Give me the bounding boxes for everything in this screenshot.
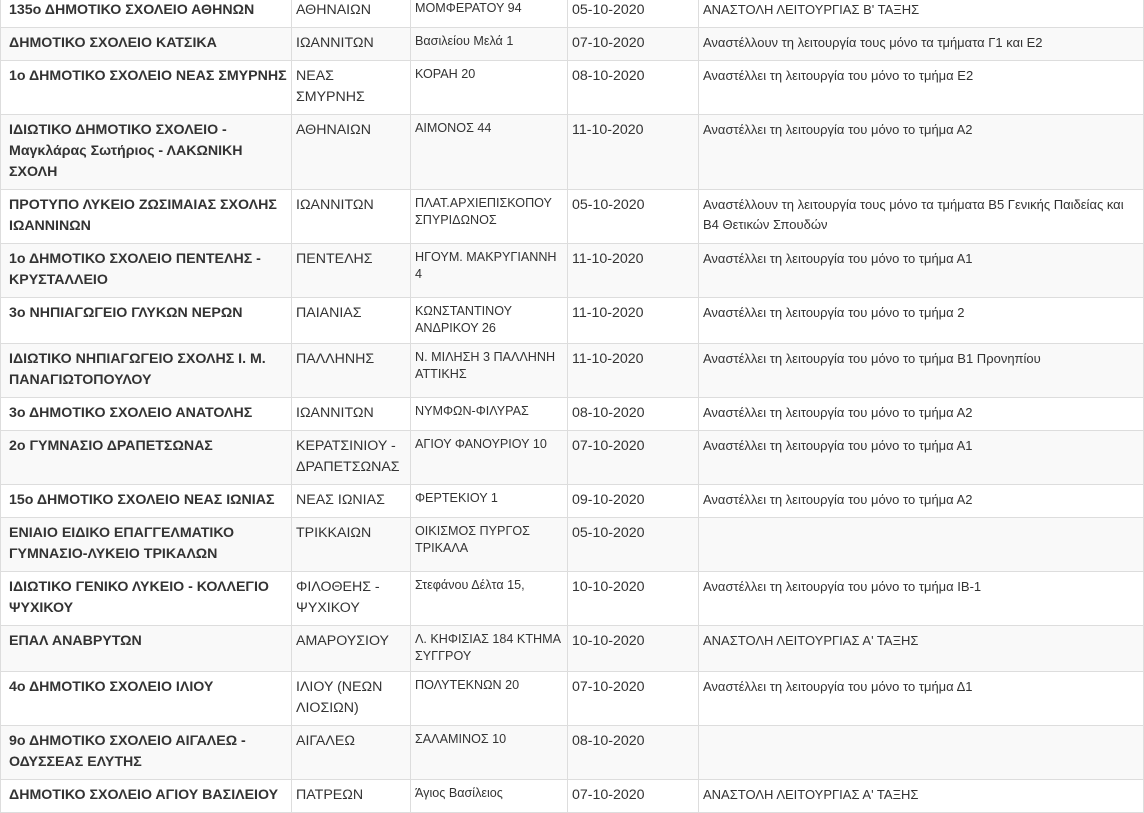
address: ΑΓΙΟΥ ΦΑΝΟΥΡΙΟΥ 10 (411, 431, 568, 485)
closure-date: 10-10-2020 (568, 572, 699, 626)
closure-date: 07-10-2020 (568, 431, 699, 485)
closure-date: 07-10-2020 (568, 780, 699, 813)
table-row (1, 61, 1144, 115)
table-row (1, 28, 1144, 61)
closure-note (699, 726, 1144, 780)
address: ΦΕΡΤΕΚΙΟΥ 1 (411, 485, 568, 518)
address: Στεφάνου Δέλτα 15, (411, 572, 568, 626)
municipality: ΠΑΙΑΝΙΑΣ (292, 298, 411, 344)
closure-date: 05-10-2020 (568, 190, 699, 244)
address: ΗΓΟΥΜ. ΜΑΚΡΥΓΙΑΝΝΗ 4 (411, 244, 568, 298)
municipality: ΙΩΑΝΝΙΤΩΝ (292, 190, 411, 244)
address: ΠΛΑΤ.ΑΡΧΙΕΠΙΣΚΟΠΟΥ ΣΠΥΡΙΔΩΝΟΣ (411, 190, 568, 244)
municipality: ΠΑΛΛΗΝΗΣ (292, 344, 411, 398)
municipality: ΠΑΤΡΕΩΝ (292, 780, 411, 813)
closure-date: 11-10-2020 (568, 344, 699, 398)
school-name: 135ο ΔΗΜΟΤΙΚΟ ΣΧΟΛΕΙΟ ΑΘΗΝΩΝ (1, 0, 292, 28)
closure-date: 08-10-2020 (568, 398, 699, 431)
address: ΚΟΡΑΗ 20 (411, 61, 568, 115)
table-row (1, 344, 1144, 398)
school-name: ΠΡΟΤΥΠΟ ΛΥΚΕΙΟ ΖΩΣΙΜΑΙΑΣ ΣΧΟΛΗΣ ΙΩΑΝΝΙΝΩΝ (1, 190, 292, 244)
municipality: ΙΛΙΟΥ (ΝΕΩΝ ΛΙΟΣΙΩΝ) (292, 672, 411, 726)
closure-note: Αναστέλλει τη λειτουργία του μόνο το τμήμα Δ1 (699, 672, 1144, 726)
closure-note: ΑΝΑΣΤΟΛΗ ΛΕΙΤΟΥΡΓΙΑΣ Α' ΤΑΞΗΣ (699, 780, 1144, 813)
address: ΣΑΛΑΜΙΝΟΣ 10 (411, 726, 568, 780)
closure-date: 11-10-2020 (568, 298, 699, 344)
municipality: ΑΜΑΡΟΥΣΙΟΥ (292, 626, 411, 672)
closure-date: 05-10-2020 (568, 0, 699, 28)
closure-date: 08-10-2020 (568, 61, 699, 115)
table-row (1, 626, 1144, 672)
school-name: 9ο ΔΗΜΟΤΙΚΟ ΣΧΟΛΕΙΟ ΑΙΓΑΛΕΩ - ΟΔΥΣΣΕΑΣ ΕΛΥΤΗΣ (1, 726, 292, 780)
table-row (1, 298, 1144, 344)
table-row (1, 726, 1144, 780)
closure-date: 11-10-2020 (568, 115, 699, 190)
closure-note: Αναστέλλει τη λειτουργία του μόνο το τμήμα Α2 (699, 115, 1144, 190)
municipality: ΚΕΡΑΤΣΙΝΙΟΥ - ΔΡΑΠΕΤΣΩΝΑΣ (292, 431, 411, 485)
address: ΟΙΚΙΣΜΟΣ ΠΥΡΓΟΣ ΤΡΙΚΑΛΑ (411, 518, 568, 572)
school-name: 3ο ΝΗΠΙΑΓΩΓΕΙΟ ΓΛΥΚΩΝ ΝΕΡΩΝ (1, 298, 292, 344)
address: Βασιλείου Μελά 1 (411, 28, 568, 61)
table-row (1, 572, 1144, 626)
municipality: ΦΙΛΟΘΕΗΣ - ΨΥΧΙΚΟΥ (292, 572, 411, 626)
municipality: ΝΕΑΣ ΙΩΝΙΑΣ (292, 485, 411, 518)
closure-date: 07-10-2020 (568, 672, 699, 726)
table-row (1, 518, 1144, 572)
municipality: ΙΩΑΝΝΙΤΩΝ (292, 398, 411, 431)
closure-note: Αναστέλλουν τη λειτουργία τους μόνο τα τμήματα Γ1 και Ε2 (699, 28, 1144, 61)
school-name: ΕΝΙΑΙΟ ΕΙΔΙΚΟ ΕΠΑΓΓΕΛΜΑΤΙΚΟ ΓΥΜΝΑΣΙΟ-ΛΥΚΕΙΟ ΤΡΙΚΑΛΩΝ (1, 518, 292, 572)
closure-note (699, 518, 1144, 572)
closure-note: Αναστέλλει τη λειτουργία του μόνο το τμήμα Α1 (699, 244, 1144, 298)
closure-note: Αναστέλλει τη λειτουργία του μόνο το τμήμα Ε2 (699, 61, 1144, 115)
school-name: 4ο ΔΗΜΟΤΙΚΟ ΣΧΟΛΕΙΟ ΙΛΙΟΥ (1, 672, 292, 726)
closure-date: 09-10-2020 (568, 485, 699, 518)
closure-note: ΑΝΑΣΤΟΛΗ ΛΕΙΤΟΥΡΓΙΑΣ Β' ΤΑΞΗΣ (699, 0, 1144, 28)
school-name: ΔΗΜΟΤΙΚΟ ΣΧΟΛΕΙΟ ΚΑΤΣΙΚΑ (1, 28, 292, 61)
municipality: ΤΡΙΚΚΑΙΩΝ (292, 518, 411, 572)
school-name: ΙΔΙΩΤΙΚΟ ΝΗΠΙΑΓΩΓΕΙΟ ΣΧΟΛΗΣ Ι. Μ. ΠΑΝΑΓΙΩΤΟΠΟΥΛΟΥ (1, 344, 292, 398)
table-row (1, 672, 1144, 726)
closure-note: Αναστέλλει τη λειτουργία του μόνο το τμήμα ΙΒ-1 (699, 572, 1144, 626)
table-body (1, 0, 1144, 813)
address: Ν. ΜΙΛΗΣΗ 3 ΠΑΛΛΗΝΗ ΑΤΤΙΚΗΣ (411, 344, 568, 398)
municipality: ΠΕΝΤΕΛΗΣ (292, 244, 411, 298)
school-name: ΕΠΑΛ ΑΝΑΒΡΥΤΩΝ (1, 626, 292, 672)
closure-note: ΑΝΑΣΤΟΛΗ ΛΕΙΤΟΥΡΓΙΑΣ Α' ΤΑΞΗΣ (699, 626, 1144, 672)
address: Άγιος Βασίλειος (411, 780, 568, 813)
closure-date: 07-10-2020 (568, 28, 699, 61)
table-row (1, 431, 1144, 485)
school-name: 2ο ΓΥΜΝΑΣΙΟ ΔΡΑΠΕΤΣΩΝΑΣ (1, 431, 292, 485)
table-row (1, 244, 1144, 298)
table-row (1, 485, 1144, 518)
school-name: 1ο ΔΗΜΟΤΙΚΟ ΣΧΟΛΕΙΟ ΠΕΝΤΕΛΗΣ - ΚΡΥΣΤΑΛΛΕΙΟ (1, 244, 292, 298)
school-name: ΙΔΙΩΤΙΚΟ ΓΕΝΙΚΟ ΛΥΚΕΙΟ - ΚΟΛΛΕΓΙΟ ΨΥΧΙΚΟΥ (1, 572, 292, 626)
municipality: ΑΙΓΑΛΕΩ (292, 726, 411, 780)
closure-note: Αναστέλλει τη λειτουργία του μόνο το τμήμα Α1 (699, 431, 1144, 485)
school-name: ΙΔΙΩΤΙΚΟ ΔΗΜΟΤΙΚΟ ΣΧΟΛΕΙΟ - Μαγκλάρας Σωτήριος - ΛΑΚΩΝΙΚΗ ΣΧΟΛΗ (1, 115, 292, 190)
table-row (1, 0, 1144, 28)
table-row (1, 780, 1144, 813)
address: ΚΩΝΣΤΑΝΤΙΝΟΥ ΑΝΔΡΙΚΟΥ 26 (411, 298, 568, 344)
address: ΠΟΛΥΤΕΚΝΩΝ 20 (411, 672, 568, 726)
address: ΜΟΜΦΕΡΑΤΟΥ 94 (411, 0, 568, 28)
address: Λ. ΚΗΦΙΣΙΑΣ 184 ΚΤΗΜΑ ΣΥΓΓΡΟΥ (411, 626, 568, 672)
municipality: ΑΘΗΝΑΙΩΝ (292, 115, 411, 190)
closure-note: Αναστέλλει τη λειτουργία του μόνο το τμήμα Α2 (699, 398, 1144, 431)
table-row (1, 190, 1144, 244)
closure-note: Αναστέλλουν τη λειτουργία τους μόνο τα τμήματα Β5 Γενικής Παιδείας και Β4 Θετικών Σπουδών (699, 190, 1144, 244)
closure-date: 10-10-2020 (568, 626, 699, 672)
closure-note: Αναστέλλει τη λειτουργία του μόνο το τμήμα Β1 Προνηπίου (699, 344, 1144, 398)
table-row (1, 398, 1144, 431)
school-name: ΔΗΜΟΤΙΚΟ ΣΧΟΛΕΙΟ ΑΓΙΟΥ ΒΑΣΙΛΕΙΟΥ (1, 780, 292, 813)
municipality: ΙΩΑΝΝΙΤΩΝ (292, 28, 411, 61)
closure-date: 05-10-2020 (568, 518, 699, 572)
municipality: ΝΕΑΣ ΣΜΥΡΝΗΣ (292, 61, 411, 115)
school-name: 1ο ΔΗΜΟΤΙΚΟ ΣΧΟΛΕΙΟ ΝΕΑΣ ΣΜΥΡΝΗΣ (1, 61, 292, 115)
closure-note: Αναστέλλει τη λειτουργία του μόνο το τμήμα Α2 (699, 485, 1144, 518)
address: ΑΙΜΟΝΟΣ 44 (411, 115, 568, 190)
address: ΝΥΜΦΩΝ-ΦΙΛΥΡΑΣ (411, 398, 568, 431)
closure-date: 08-10-2020 (568, 726, 699, 780)
school-name: 3ο ΔΗΜΟΤΙΚΟ ΣΧΟΛΕΙΟ ΑΝΑΤΟΛΗΣ (1, 398, 292, 431)
school-name: 15ο ΔΗΜΟΤΙΚΟ ΣΧΟΛΕΙΟ ΝΕΑΣ ΙΩΝΙΑΣ (1, 485, 292, 518)
municipality: ΑΘΗΝΑΙΩΝ (292, 0, 411, 28)
closure-note: Αναστέλλει τη λειτουργία του μόνο το τμήμα 2 (699, 298, 1144, 344)
closure-date: 11-10-2020 (568, 244, 699, 298)
table-row (1, 115, 1144, 190)
